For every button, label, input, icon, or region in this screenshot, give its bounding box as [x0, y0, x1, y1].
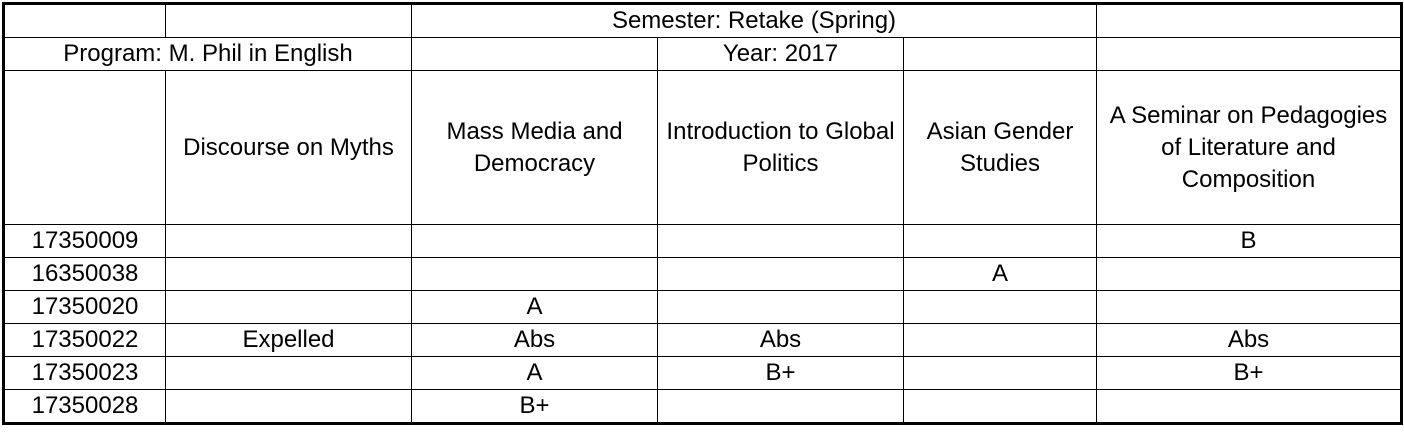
semester-row [4, 4, 1402, 38]
grade-cell [904, 357, 1097, 390]
grade-cell [166, 225, 412, 258]
grade-cell [904, 324, 1097, 357]
program-row [4, 38, 1402, 71]
grade-cell: Abs [412, 324, 658, 357]
course-header: Introduction to Global Politics [658, 71, 904, 225]
grade-cell [1097, 258, 1402, 291]
grade-cell [904, 390, 1097, 424]
grade-cell: B+ [1097, 357, 1402, 390]
table-row [4, 390, 1402, 424]
grade-cell [904, 291, 1097, 324]
grade-sheet-table [2, 2, 1403, 425]
program-label: Program: M. Phil in English [4, 38, 412, 71]
grade-cell [412, 258, 658, 291]
grade-cell: B+ [412, 390, 658, 424]
grade-cell [904, 225, 1097, 258]
grade-cell [658, 390, 904, 424]
blank-cell [166, 4, 412, 38]
semester-label: Semester: Retake (Spring) [412, 4, 1097, 38]
table-row [4, 324, 1402, 357]
student-id: 17350020 [4, 291, 166, 324]
blank-cell [412, 38, 658, 71]
blank-cell [904, 38, 1097, 71]
course-header-row [4, 71, 1402, 225]
year-label: Year: 2017 [658, 38, 904, 71]
student-id: 17350009 [4, 225, 166, 258]
student-id: 16350038 [4, 258, 166, 291]
blank-cell [4, 4, 166, 38]
course-header: Discourse on Myths [166, 71, 412, 225]
blank-cell [4, 71, 166, 225]
grade-cell [166, 291, 412, 324]
grade-cell [166, 390, 412, 424]
blank-cell [1097, 38, 1402, 71]
student-id: 17350022 [4, 324, 166, 357]
course-header: Asian Gender Studies [904, 71, 1097, 225]
table-row [4, 225, 1402, 258]
grade-cell: B [1097, 225, 1402, 258]
course-header: Mass Media and Democracy [412, 71, 658, 225]
grade-cell: A [412, 291, 658, 324]
grade-cell: Expelled [166, 324, 412, 357]
student-id: 17350028 [4, 390, 166, 424]
grade-cell [658, 225, 904, 258]
student-id: 17350023 [4, 357, 166, 390]
grade-cell: A [412, 357, 658, 390]
table-row [4, 357, 1402, 390]
grade-cell: A [904, 258, 1097, 291]
grade-cell [166, 357, 412, 390]
grade-cell [1097, 291, 1402, 324]
blank-cell [1097, 4, 1402, 38]
course-header: A Seminar on Pedagogies of Literature and Composition [1097, 71, 1402, 225]
grade-cell: Abs [1097, 324, 1402, 357]
grade-cell [166, 258, 412, 291]
grade-cell: B+ [658, 357, 904, 390]
grade-cell [658, 291, 904, 324]
grade-cell: Abs [658, 324, 904, 357]
table-row [4, 291, 1402, 324]
grade-cell [658, 258, 904, 291]
table-row [4, 258, 1402, 291]
grade-cell [1097, 390, 1402, 424]
grade-cell [412, 225, 658, 258]
